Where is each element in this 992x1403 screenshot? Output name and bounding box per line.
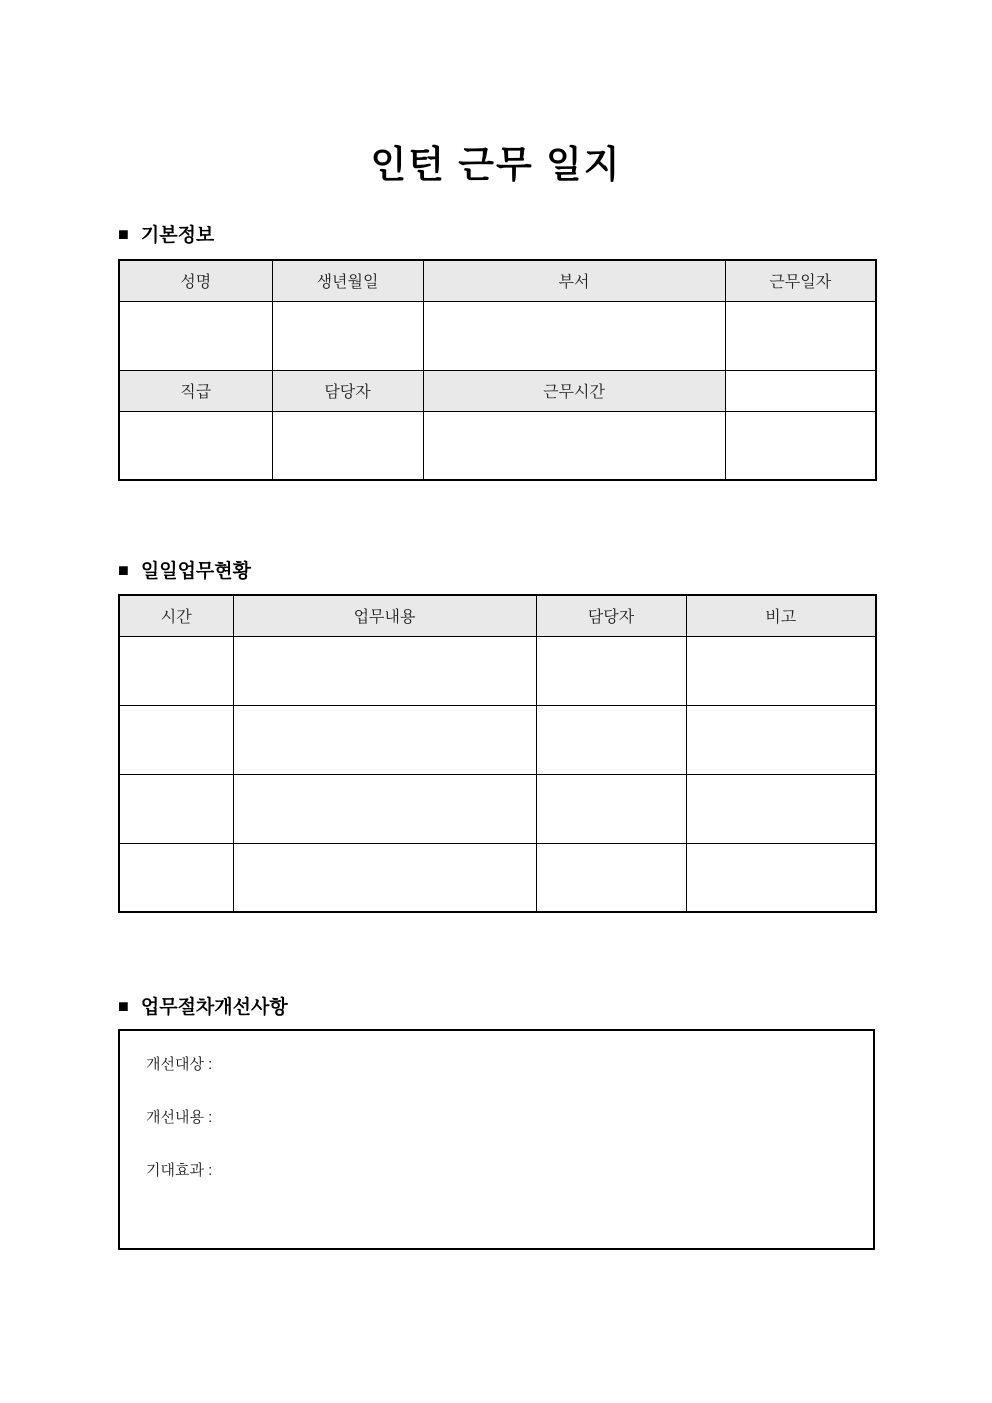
field-department[interactable]: [423, 301, 725, 370]
table-row: [119, 301, 876, 370]
header-cell-name: 성명: [119, 260, 272, 301]
field-note[interactable]: [686, 843, 876, 912]
field-time[interactable]: [119, 774, 233, 843]
improvement-box: [118, 1029, 875, 1250]
expected-effect-label: 기대효과 :: [146, 1162, 213, 1179]
daily-work-table: [118, 594, 877, 913]
field-empty[interactable]: [725, 370, 876, 411]
field-birthdate[interactable]: [272, 301, 423, 370]
header-cell-birthdate: 생년월일: [272, 260, 423, 301]
table-row: [119, 260, 876, 301]
field-manager[interactable]: [272, 411, 423, 480]
header-cell-work-hours: 근무시간: [423, 370, 725, 411]
field-time[interactable]: [119, 843, 233, 912]
improvement-content-label: 개선내용 :: [146, 1109, 213, 1126]
field-manager[interactable]: [536, 636, 686, 705]
section-title-improvement: 업무절차개선사항: [140, 997, 288, 1018]
section-header-basic-info: [118, 220, 214, 247]
table-row: [119, 774, 876, 843]
page-title: 인턴 근무 일지: [370, 144, 622, 185]
header-cell-manager: 담당자: [536, 595, 686, 636]
section-header-daily-work: [118, 556, 251, 583]
field-name[interactable]: [119, 301, 272, 370]
field-work-hours[interactable]: [423, 411, 725, 480]
section-title-basic-info: 기본정보: [140, 225, 215, 246]
basic-info-table: [118, 259, 877, 481]
field-manager[interactable]: [536, 843, 686, 912]
field-empty[interactable]: [725, 411, 876, 480]
field-work-content[interactable]: [233, 636, 536, 705]
table-row: [119, 843, 876, 912]
field-work-content[interactable]: [233, 843, 536, 912]
field-note[interactable]: [686, 636, 876, 705]
header-cell-position: 직급: [119, 370, 272, 411]
table-row: [119, 595, 876, 636]
header-cell-work-content: 업무내용: [233, 595, 536, 636]
header-cell-time: 시간: [119, 595, 233, 636]
header-cell-department: 부서: [423, 260, 725, 301]
improvement-target-label: 개선대상 :: [146, 1056, 213, 1073]
square-bullet-icon: ■: [118, 223, 129, 244]
field-time[interactable]: [119, 636, 233, 705]
header-cell-work-date: 근무일자: [725, 260, 876, 301]
section-title-daily-work: 일일업무현황: [140, 561, 251, 582]
square-bullet-icon: ■: [118, 995, 129, 1016]
header-cell-manager: 담당자: [272, 370, 423, 411]
field-manager[interactable]: [536, 705, 686, 774]
field-work-content[interactable]: [233, 705, 536, 774]
table-row: [119, 411, 876, 480]
field-time[interactable]: [119, 705, 233, 774]
section-header-improvement: [118, 992, 288, 1019]
field-manager[interactable]: [536, 774, 686, 843]
field-note[interactable]: [686, 705, 876, 774]
table-row: [119, 705, 876, 774]
field-work-content[interactable]: [233, 774, 536, 843]
square-bullet-icon: ■: [118, 559, 129, 580]
field-work-date[interactable]: [725, 301, 876, 370]
table-row: [119, 636, 876, 705]
field-note[interactable]: [686, 774, 876, 843]
field-position[interactable]: [119, 411, 272, 480]
header-cell-note: 비고: [686, 595, 876, 636]
table-row: [119, 370, 876, 411]
